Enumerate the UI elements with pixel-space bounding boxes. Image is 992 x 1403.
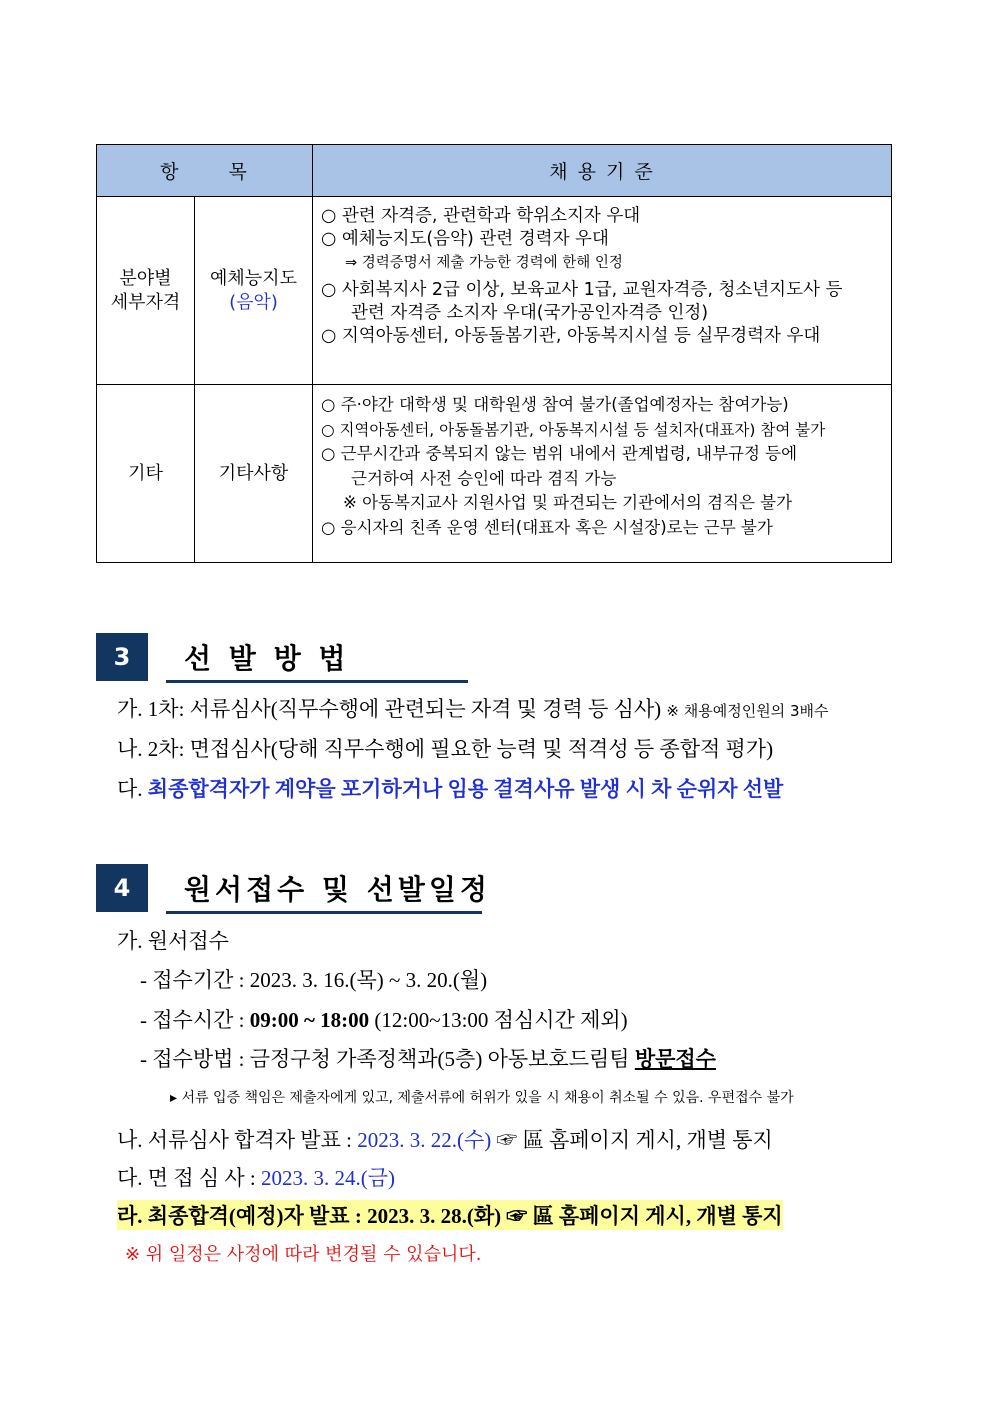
section-number: 3 (96, 633, 148, 681)
header-criteria: 채 용 기 준 (313, 145, 892, 197)
row2-criteria (313, 385, 892, 563)
interview-date: 다. 면 접 심 사 : 2023. 3. 24.(금) (117, 1166, 396, 1190)
heading-underline (166, 680, 468, 683)
row1-category: 분야별 세부자격 (97, 197, 195, 385)
selection-step3: 다. 최종합격자가 계약을 포기하거나 임용 결격사유 발생 시 차 순위자 선발 (117, 777, 784, 801)
criteria-note: ⇒ 경력증명서 제출 가능한 경력에 한해 인정 (345, 255, 623, 271)
criteria-line: 근거하여 사전 승인에 따라 겸직 가능 (351, 468, 617, 488)
final-result: 라. 최종합격(예정)자 발표 : 2023. 3. 28.(화) ☞ 區 홈페이지 게시, 개별 통지 (117, 1200, 783, 1230)
criteria-line: ○ 지역아동센터, 아동돌봄기관, 아동복지시설 등 실무경력자 우대 (321, 326, 821, 346)
document-result: 나. 서류심사 합격자 발표 : 2023. 3. 22.(수) ☞ 區 홈페이지 게시, 개별 통지 (117, 1128, 773, 1152)
section-title: 선 발 방 법 (184, 642, 350, 675)
criteria-note: ※ 아동복지교사 지원사업 및 파견되는 기관에서의 겸직은 불가 (343, 493, 793, 512)
application-time: - 접수시간 : 09:00 ~ 18:00 (12:00~13:00 점심시간 제외) (140, 1008, 628, 1032)
criteria-line: ○ 주·야간 대학생 및 대학원생 참여 불가(졸업예정자는 참여가능) (321, 395, 789, 414)
row2-field: 기타사항 (195, 385, 313, 563)
criteria-line: ○ 지역아동센터, 아동돌봄기관, 아동복지시설 등 설치자(대표자) 참여 불가 (321, 420, 826, 439)
application-warning: ▸ 서류 입증 책임은 제출자에게 있고, 제출서류에 허위가 있을 시 채용이 취소될 수 있음. 우편접수 불가 (170, 1090, 794, 1106)
application-period: - 접수기간 : 2023. 3. 16.(목) ~ 3. 20.(월) (140, 968, 488, 992)
row1-field: 예체능지도 (음악) (195, 197, 313, 385)
row2-category: 기타 (97, 385, 195, 563)
criteria-line: ○ 응시자의 친족 운영 센터(대표자 혹은 시설장)로는 근무 불가 (321, 517, 773, 537)
application-title: 가. 원서접수 (117, 929, 229, 953)
criteria-line: ○ 예체능지도(음악) 관련 경력자 우대 (321, 229, 609, 249)
header-item: 항 목 (97, 145, 313, 197)
criteria-line: ○ 사회복지사 2급 이상, 보육교사 1급, 교원자격증, 청소년지도사 등 (321, 280, 843, 300)
criteria-table (96, 144, 892, 563)
application-method: - 접수방법 : 금정구청 가족정책과(5층) 아동보호드림팀 방문접수 (140, 1047, 716, 1071)
selection-step1: 가. 1차: 서류심사(직무수행에 관련되는 자격 및 경력 등 심사) ※ 채용예정인원의 3배수 (117, 697, 829, 721)
section-number: 4 (96, 864, 148, 912)
heading-underline (166, 911, 482, 914)
selection-step2: 나. 2차: 면접심사(당해 직무수행에 필요한 능력 및 적격성 등 종합적 평가) (117, 737, 774, 761)
criteria-line: ○ 근무시간과 중복되지 않는 범위 내에서 관계법령, 내부규정 등에 (321, 444, 798, 463)
criteria-line: 관련 자격증 소지자 우대(국가공인자격증 인정) (351, 303, 709, 323)
section-title: 원서접수 및 선발일정 (184, 873, 491, 906)
criteria-line: ○ 관련 자격증, 관련학과 학위소지자 우대 (321, 206, 641, 226)
row1-criteria (313, 197, 892, 385)
schedule-notice: ※ 위 일정은 사정에 따라 변경될 수 있습니다. (125, 1244, 482, 1265)
